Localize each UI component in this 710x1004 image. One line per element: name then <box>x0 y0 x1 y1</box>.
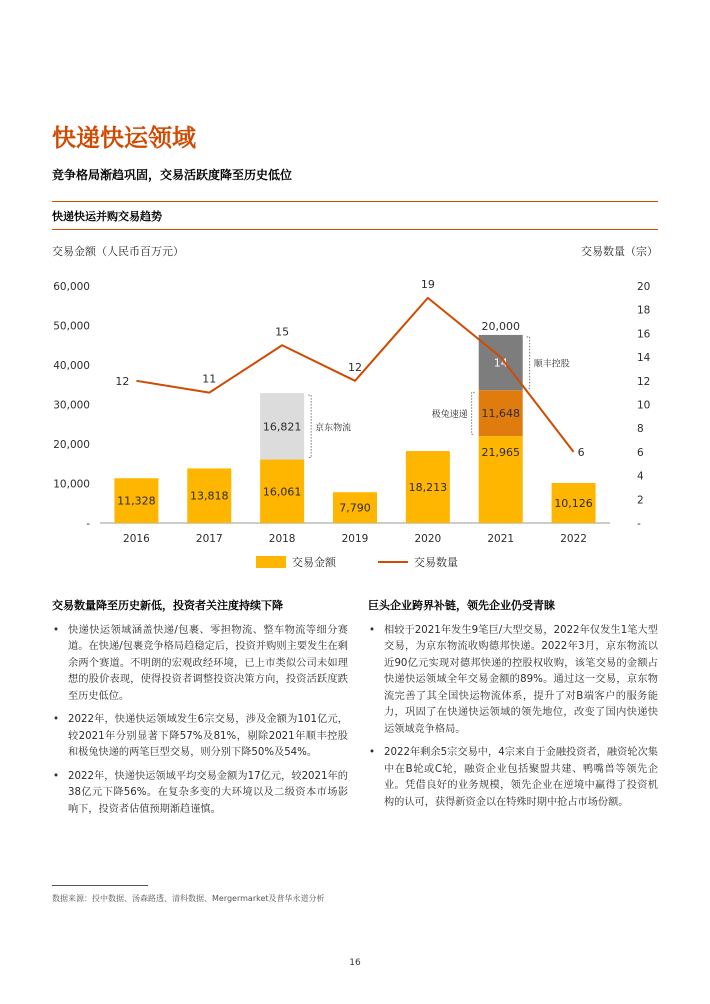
y-left-tick-label: 40,000 <box>53 360 90 372</box>
y-right-tick-label: 16 <box>637 328 651 341</box>
x-tick-label: 2017 <box>195 533 223 545</box>
y-left-tick-label: 20,000 <box>53 439 90 451</box>
stacked-segment-label: 14 <box>493 356 508 370</box>
y-right-tick-label: 20 <box>637 281 651 293</box>
legend-label: 交易金额 <box>292 556 336 569</box>
y-right-tick-label: 10 <box>637 399 651 412</box>
y-right-tick-label: 14 <box>637 352 651 365</box>
stacked-segment-label: 16,821 <box>262 420 302 434</box>
y-left-tick-label: 60,000 <box>53 281 90 293</box>
bar-value-label: 7,790 <box>339 501 371 515</box>
y-left-tick-label: 10,000 <box>53 478 90 491</box>
left-column <box>52 598 348 825</box>
left-bullet: • 2022年，快递快运领域发生6宗交易，涉及金额为101亿元，较2021年分别显著下降57%及81%，剔除2021年顺丰控股和极兔快递的两笔巨型交易，则分别下降50%及54%。 <box>52 712 348 762</box>
x-tick-label: 2016 <box>123 533 150 545</box>
annotation-label: 京东物流 <box>315 423 352 434</box>
y-right-tick-label: 8 <box>637 423 644 436</box>
source-divider <box>52 885 148 886</box>
bar-value-label: 10,126 <box>554 497 593 511</box>
y-right-tick-label: 12 <box>637 375 651 388</box>
y-right-tick-label: 4 <box>637 470 644 483</box>
y-left-tick-label: 30,000 <box>53 399 90 412</box>
ma-trend-chart <box>0 236 710 578</box>
y-right-axis-label: 交易数量（宗） <box>581 245 658 258</box>
section-rule-top <box>52 201 658 202</box>
line-value-label: 12 <box>348 360 362 374</box>
annotation-bracket <box>308 395 311 457</box>
bar-value-label: 18,213 <box>408 481 448 495</box>
annotation-bracket <box>472 392 475 434</box>
y-left-tick-label: - <box>86 518 90 530</box>
line-value-label: 12 <box>115 374 130 388</box>
left-heading: 交易数量降至历史新低，投资者关注度持续下降 <box>52 599 283 612</box>
annotation-label: 极兔速递 <box>431 410 468 421</box>
bar-value-label: 21,965 <box>481 446 520 460</box>
left-bullet: • 快递快运领域涵盖快递/包裹、零担物流、整车物流等细分赛道。在快递/包裹竞争格局趋稳定后，投资并购则主要发生在剩余两个赛道。不明朗的宏观政经环境，已上市类似公司未如理想的股价表现，使得投资者调整投资决策方向，投资活跃度跌至历史低位。 <box>52 623 348 706</box>
annotation-label: 顺丰控股 <box>533 359 570 370</box>
section-rule-bottom <box>52 229 658 230</box>
legend-swatch-bar <box>256 556 286 568</box>
page-title: 快递快运领域 <box>52 124 196 152</box>
page-number: 16 <box>349 958 361 968</box>
y-right-tick-label: - <box>637 518 641 530</box>
right-bullet: • 2022年剩余5宗交易中，4宗来自于金融投资者，融资轮次集中在B轮或C轮，融资企业包括聚盟共建、鸭嘴兽等领先企业。凭借良好的业务规模，领先企业在逆境中赢得了投资机构的认可，获得新资金以在特殊时期中抢占市场份额。 <box>368 745 658 811</box>
bar-value-label: 16,061 <box>262 485 302 499</box>
left-bullet: • 2022年，快递快运领域平均交易金额为17亿元，较2021年的38亿元下降56%。在复杂多变的大环境以及二级资本市场影响下，投资者估值预期渐趋谨慎。 <box>52 769 348 819</box>
right-bullet-list <box>368 623 658 812</box>
right-heading: 巨头企业跨界补链，领先企业仍受青睐 <box>368 599 555 612</box>
stacked-total-label: 20,000 <box>481 319 520 333</box>
y-left-axis-label: 交易金额（人民币百万元） <box>52 245 184 258</box>
line-value-label: 6 <box>577 445 585 459</box>
page-subtitle: 竞争格局渐趋巩固，交易活跃度降至历史低位 <box>52 168 293 182</box>
bar-value-label: 13,818 <box>190 489 229 503</box>
data-source-note: 数据来源：投中数据、汤森路透、清科数据、Mergermarket及普华永道分析 <box>52 894 325 903</box>
x-tick-label: 2021 <box>487 533 515 545</box>
line-value-label: 19 <box>420 277 435 291</box>
chart-title: 快递快运并购交易趋势 <box>52 210 162 223</box>
x-tick-label: 2019 <box>341 533 369 545</box>
stacked-segment-label: 11,648 <box>481 407 520 421</box>
y-right-tick-label: 6 <box>637 446 644 459</box>
line-value-label: 11 <box>202 372 217 386</box>
annotation-bracket <box>527 337 530 388</box>
right-bullet: • 相较于2021年发生9笔巨/大型交易，2022年仅发生1笔大型交易，为京东物流收购德邦快递。2022年3月，京东物流以近90亿元实现对德邦快递的控股权收购，该笔交易的金额占快递快运领域全年交易金额的89%。通过这一交易，京东物流完善了其全国快运物流体系，提升了对B端客户的服务能力，巩固了在快递快运领域的领先地位，改变了国内快递快运领域竞争格局。 <box>368 623 658 739</box>
left-bullet-list <box>52 623 348 819</box>
bar-value-label: 11,328 <box>117 494 156 508</box>
x-tick-label: 2018 <box>268 533 296 545</box>
y-right-tick-label: 18 <box>637 304 651 317</box>
x-tick-label: 2020 <box>414 533 442 545</box>
line-value-label: 15 <box>275 325 290 339</box>
y-left-tick-label: 50,000 <box>53 320 90 333</box>
y-right-tick-label: 2 <box>637 494 644 507</box>
legend-label: 交易数量 <box>414 556 458 569</box>
x-tick-label: 2022 <box>560 533 587 545</box>
right-column <box>368 598 658 818</box>
